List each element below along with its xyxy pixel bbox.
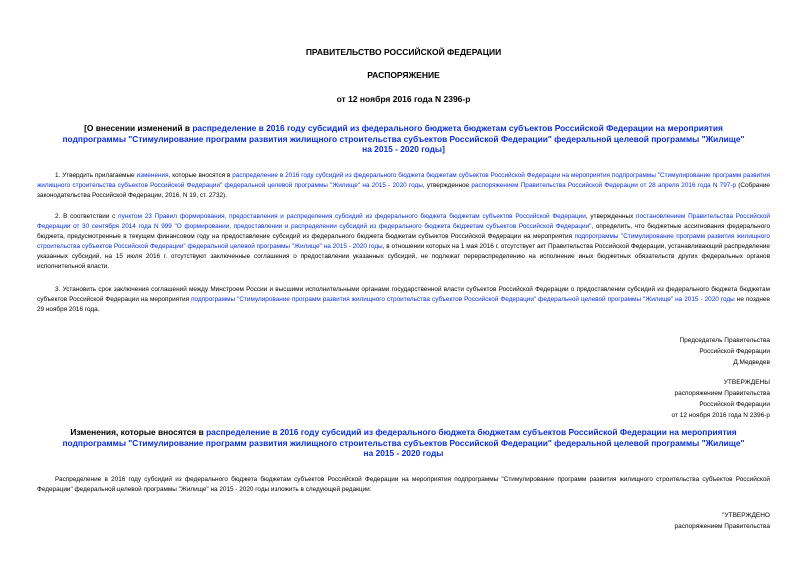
document-type: РАСПОРЯЖЕНИЕ <box>367 70 440 80</box>
para2-text3: , определить, что бюджетные ассигнования федерального бюджета, предусмотренные в текущем финансовом году на предоставление субсидий из федерального бюджета бюджетам субъектов Российской Федерации на мероприятия <box>37 223 770 240</box>
subject-line2[interactable]: подпрограммы "Стимулирование программ развития жилищного строительства субъектов Российской Федерации" федеральной целевой программы "Жилище" <box>62 133 745 144</box>
approval-line3: Российской Федерации <box>699 401 770 408</box>
changes-prefix: Изменения, которые вносятся в <box>70 427 207 437</box>
para2-link-subprogram[interactable]: подпрограммы "Стимулирование программ развития жилищного строительства субъектов Российской Федерации" федеральной целевой программы "Жилище" на 2015 - 2020 годы <box>37 233 770 250</box>
paragraph-3 <box>37 285 770 315</box>
para1-link-order[interactable]: распоряжением Правительства Российской Федерации от 28 апреля 2016 года N 797-р <box>471 182 737 189</box>
approval2-line2: распоряжением Правительства <box>674 523 770 530</box>
government-title: ПРАВИТЕЛЬСТВО РОССИЙСКОЙ ФЕДЕРАЦИИ <box>305 47 502 57</box>
changes-heading <box>30 427 777 459</box>
para1-text4: (Собрание законодательства Российской Федерации, 2016, N 19, ст. 2732). <box>37 182 770 199</box>
signature-block <box>510 335 770 368</box>
changes-link[interactable]: распределение в 2016 году субсидий из федерального бюджета бюджетам субъектов Российской Федерации на мероприятия <box>206 427 737 437</box>
approval-line1: УТВЕРЖДЕНЫ <box>723 379 770 386</box>
para3-text2: не позднее 29 ноября 2016 года. <box>37 296 771 313</box>
approval2-line1: "УТВЕРЖДЕНО <box>722 512 770 519</box>
para2-link-resolution[interactable]: постановлением Правительства Российской Федерации от 30 сентября 2014 года N 999 "О формировании, предоставлении и распределении субсидий из федерального бюджета бюджетам субъектов Российской Федерации" <box>37 213 771 230</box>
paragraph-2 <box>37 212 770 272</box>
subject-prefix: [О внесении изменений в <box>84 123 193 133</box>
approval-block-2 <box>510 510 770 532</box>
paragraph-1 <box>37 171 770 201</box>
approval-block <box>510 377 770 421</box>
para2-text2: , утвержденных <box>585 213 637 220</box>
approval-line2: распоряжением Правительства <box>674 390 770 397</box>
subject-line3[interactable]: на 2015 - 2020 годы] <box>362 144 445 154</box>
para2-text1: 2. В соответствии с <box>55 213 119 220</box>
para2-text4: , в отношении которых на 1 мая 2016 г. отсутствует акт Правительства Российской Федерации, устанавливающий распределение указанных субсидий, на 15 июля 2016 г. отсутствуют заключенные соглашения о предоставлении указанных субсидий, не подлежат перераспределению на исполнение иных бюджетных обязательств других федеральных органов исполнительной власти. <box>37 243 770 270</box>
para2-link-rules[interactable]: пунктом 23 Правил формирования, предоставления и распределения субсидий из федерального бюджета бюджетам субъектов Российской Федерации <box>118 213 586 220</box>
para1-text1: 1. Утвердить прилагаемые <box>55 172 137 179</box>
document-subject <box>30 123 777 155</box>
changes-line3[interactable]: на 2015 - 2020 годы <box>363 448 444 458</box>
approval-line4: от 12 ноября 2016 года N 2396-р <box>671 412 770 419</box>
para1-link-changes[interactable]: изменения <box>136 172 169 179</box>
subject-link[interactable]: распределение в 2016 году субсидий из федерального бюджета бюджетам субъектов Российской Федерации на мероприятия <box>192 123 723 133</box>
para3-link-subprogram[interactable]: подпрограммы "Стимулирование программ развития жилищного строительства субъектов Российской Федерации" федеральной целевой программы "Жилище" на 2015 - 2020 годы <box>191 296 735 303</box>
para1-text2: , которые вносятся в <box>168 172 233 179</box>
changes-paragraph: Распределение в 2016 году субсидий из федерального бюджета бюджетам субъектов Российской Федерации на мероприятия подпрограммы "Стимулирование программ развития жилищного строительства субъектов Российской Федерации" федеральной целевой программы "Жилище" на 2015 - 2020 годы изложить в следующей редакции: <box>37 476 770 493</box>
para1-link-distribution[interactable]: распределение в 2016 году субсидий из федерального бюджета бюджетам субъектов Российской Федерации на мероприятия подпрограммы "Стимулирование программ развития жилищного строительства субъектов Российской Федерации" федеральной целевой программы "Жилище" на 2015 - 2020 годы <box>37 172 770 189</box>
changes-line2[interactable]: подпрограммы "Стимулирование программ развития жилищного строительства субъектов Российской Федерации" федеральной целевой программы "Жилище" <box>62 437 745 448</box>
signature-line3: Д.Медведев <box>733 359 770 366</box>
signature-line1: Председатель Правительства <box>679 337 770 344</box>
document-date-number: от 12 ноября 2016 года N 2396-р <box>336 94 471 104</box>
para3-text1: 3. Установить срок заключения соглашений между Минстроем России и высшими исполнительными органами государственной власти субъектов Российской Федерации о предоставлении субсидий из федерального бюджета бюджетам субъектов Российской Федерации на мероприятия <box>37 286 770 303</box>
signature-line2: Российской Федерации <box>699 348 770 355</box>
para1-text3: , утвержденное <box>422 182 472 189</box>
